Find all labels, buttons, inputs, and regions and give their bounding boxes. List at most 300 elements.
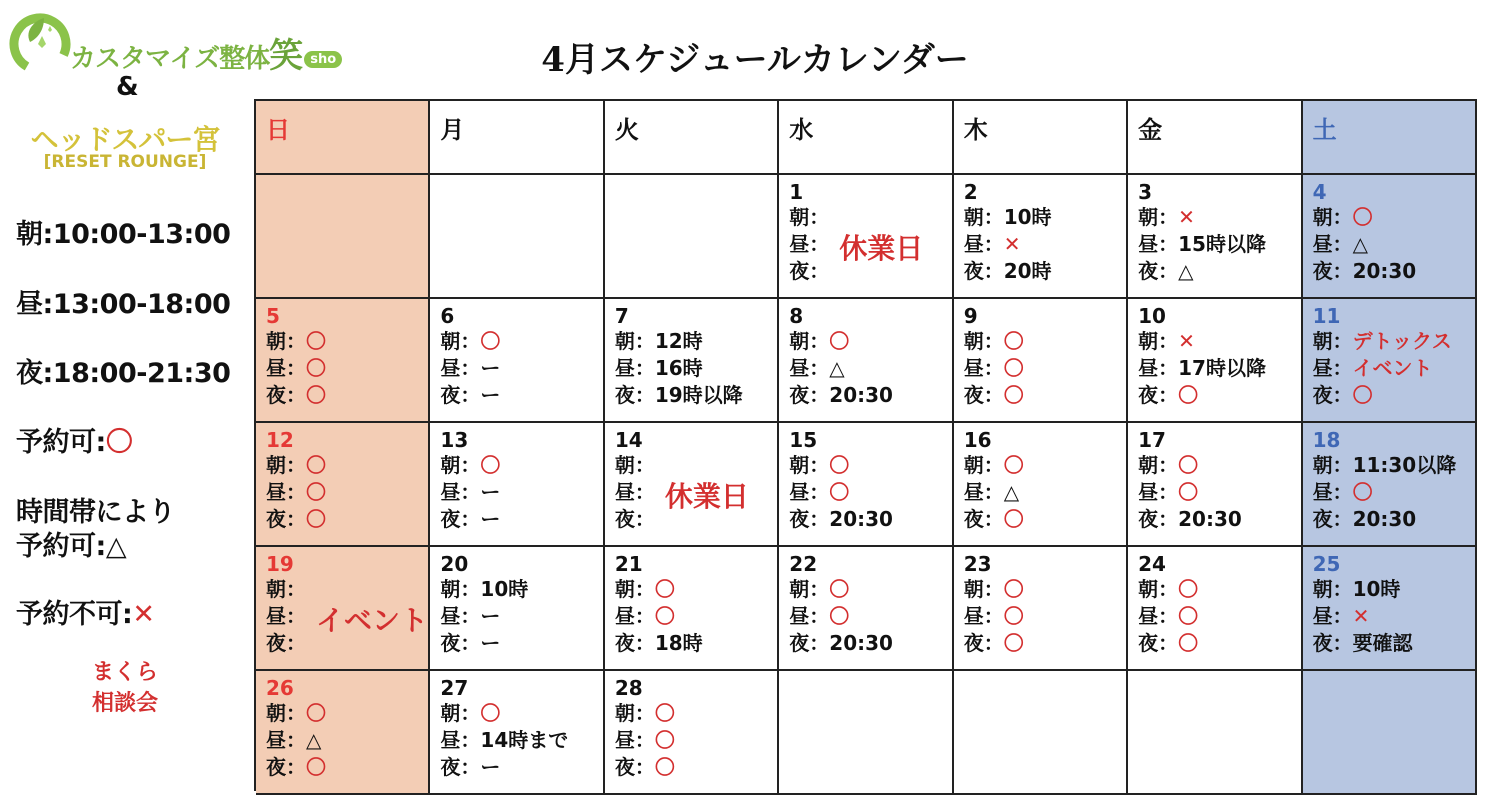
- day-number: 3: [1138, 180, 1153, 204]
- slot-label: 朝：: [1138, 577, 1179, 601]
- slot-value: 〇: [1003, 577, 1024, 601]
- slot-label: 朝：: [963, 205, 1004, 229]
- slot-label: 昼：: [1312, 604, 1353, 628]
- evening-slot: [964, 258, 1116, 285]
- slot-label: 夜：: [789, 631, 830, 655]
- slot-label: 朝：: [266, 577, 306, 601]
- weekday-label: 土: [1312, 116, 1337, 144]
- day-cell: [256, 671, 430, 795]
- day-cell: [1128, 175, 1302, 299]
- day-number: 14: [614, 428, 643, 452]
- slot-label: 昼：: [266, 604, 306, 628]
- day-cell: [1303, 423, 1477, 547]
- weekday-label: 金: [1138, 116, 1163, 144]
- day-cell: [256, 423, 430, 547]
- weekday-header: [779, 101, 953, 175]
- evening-slot: [964, 382, 1116, 409]
- afternoon-slot: [964, 231, 1116, 258]
- slot-label: 昼：: [614, 480, 655, 504]
- slot-value: 16時: [654, 356, 703, 380]
- evening-slot: [440, 630, 592, 657]
- slot-value: 〇: [654, 577, 675, 601]
- slot-value: △: [306, 728, 322, 752]
- slot-label: 朝：: [614, 453, 655, 477]
- day-cell: [430, 671, 604, 795]
- evening-slot: [266, 754, 418, 781]
- slot-label: 昼：: [266, 356, 306, 380]
- evening-slot: [789, 506, 941, 533]
- slot-label: 朝：: [440, 577, 481, 601]
- slot-label: 朝：: [1312, 205, 1353, 229]
- slot-label: 朝：: [266, 701, 306, 725]
- legend-partial: 予約可:△: [16, 531, 127, 562]
- slot-value: 〇: [654, 604, 675, 628]
- slot-label: 朝：: [614, 329, 655, 353]
- day-number: 22: [789, 552, 818, 576]
- cross-mark-icon: ✕: [132, 599, 155, 630]
- day-cell: [605, 423, 779, 547]
- evening-slot: [789, 630, 941, 657]
- slot-value: 〇: [654, 728, 675, 752]
- evening-slot: [615, 630, 767, 657]
- morning-slot: [440, 328, 592, 355]
- slot-label: 夜：: [266, 383, 306, 407]
- day-number: 19: [266, 552, 294, 576]
- slot-value: 〇: [1003, 507, 1024, 531]
- afternoon-slot: [266, 355, 418, 382]
- slot-value: 〇: [829, 480, 850, 504]
- legend-afternoon: 昼:13:00-18:00: [16, 289, 231, 320]
- slot-value: 〇: [306, 755, 326, 779]
- day-cell: [605, 547, 779, 671]
- closure-notice: イベント: [316, 604, 429, 637]
- slot-label: 夜：: [963, 383, 1004, 407]
- morning-slot: [440, 452, 592, 479]
- evening-slot: [789, 382, 941, 409]
- evening-slot: [440, 506, 592, 533]
- slot-label: 昼：: [1312, 356, 1353, 380]
- afternoon-slot: [440, 727, 592, 754]
- day-cell: [1303, 547, 1477, 671]
- slot-label: 夜：: [440, 383, 481, 407]
- evening-slot: [964, 630, 1116, 657]
- slot-label: 夜：: [266, 631, 306, 655]
- slot-value: 〇: [480, 329, 501, 353]
- day-number: 9: [963, 304, 978, 328]
- empty-cell: [605, 175, 779, 299]
- slot-label: 夜：: [614, 631, 655, 655]
- slot-label: 昼：: [440, 728, 481, 752]
- morning-slot: [1138, 452, 1290, 479]
- slot-value: 〇: [1178, 480, 1199, 504]
- closure-notice: 休業日: [664, 480, 749, 513]
- evening-slot: [1138, 630, 1290, 657]
- slot-value: 〇: [1178, 383, 1199, 407]
- day-number: 16: [963, 428, 992, 452]
- day-number: 26: [266, 676, 294, 700]
- slot-label: 朝：: [1138, 329, 1179, 353]
- slot-value: 12時: [654, 329, 703, 353]
- slot-value: ✕: [1003, 232, 1021, 256]
- weekday-label: 日: [266, 116, 290, 144]
- slot-value: 〇: [654, 701, 675, 725]
- slot-label: 朝：: [614, 701, 655, 725]
- day-cell: [605, 299, 779, 423]
- slot-value: 〇: [306, 480, 326, 504]
- weekday-header: [954, 101, 1128, 175]
- slot-label: 昼：: [1312, 232, 1353, 256]
- slot-value: 20:30: [1352, 259, 1417, 283]
- day-number: 23: [963, 552, 992, 576]
- slot-value: 20:30: [829, 507, 893, 531]
- slot-label: 昼：: [963, 480, 1004, 504]
- slot-label: 夜：: [1312, 383, 1353, 407]
- day-cell: [954, 299, 1128, 423]
- day-number: 20: [440, 552, 469, 576]
- slot-label: 朝：: [789, 205, 830, 229]
- day-number: 8: [789, 304, 804, 328]
- weekday-label: 水: [789, 116, 814, 144]
- slot-label: 夜：: [440, 507, 481, 531]
- empty-cell: [1303, 671, 1477, 795]
- slot-label: 朝：: [963, 453, 1004, 477]
- afternoon-slot: [1138, 603, 1290, 630]
- slot-value: ー: [480, 383, 501, 407]
- slot-value: 18時: [654, 631, 703, 655]
- slot-label: 昼：: [440, 604, 481, 628]
- afternoon-slot: [1138, 479, 1290, 506]
- brand-name: カスタマイズ整体笑 sho: [70, 28, 342, 77]
- slot-label: 昼：: [1138, 480, 1179, 504]
- slot-label: 夜：: [1138, 259, 1179, 283]
- evening-slot: [1138, 258, 1290, 285]
- leaf-logo-icon: [8, 8, 74, 74]
- closure-notice: 休業日: [839, 232, 924, 265]
- slot-value: 〇: [1178, 453, 1199, 477]
- slot-value: 20時: [1003, 259, 1052, 283]
- slot-label: 朝：: [789, 329, 830, 353]
- slot-value: イベント: [1352, 356, 1433, 380]
- afternoon-slot: [615, 355, 767, 382]
- slot-value: 14時まで: [480, 728, 569, 752]
- slot-value: 〇: [829, 604, 850, 628]
- slot-value: ー: [480, 604, 501, 628]
- afternoon-slot: [789, 603, 941, 630]
- evening-slot: [1313, 382, 1465, 409]
- slot-label: 夜：: [266, 507, 306, 531]
- slot-label: 昼：: [789, 480, 830, 504]
- day-cell: [779, 299, 953, 423]
- slot-value: 〇: [829, 329, 850, 353]
- afternoon-slot: [440, 355, 592, 382]
- slot-label: 朝：: [1138, 205, 1179, 229]
- afternoon-slot: [789, 479, 941, 506]
- slot-value: 〇: [1352, 383, 1373, 407]
- day-number: 15: [789, 428, 818, 452]
- slot-value: △: [829, 356, 845, 380]
- day-cell: [1303, 175, 1477, 299]
- morning-slot: [964, 452, 1116, 479]
- slot-label: 昼：: [614, 604, 655, 628]
- slot-value: ー: [480, 507, 501, 531]
- day-cell: [430, 299, 604, 423]
- day-cell: [1128, 547, 1302, 671]
- day-cell: [1128, 299, 1302, 423]
- day-number: 17: [1138, 428, 1166, 452]
- slot-value: 〇: [306, 356, 326, 380]
- slot-value: 〇: [1003, 604, 1024, 628]
- slot-value: ✕: [1178, 205, 1195, 229]
- slot-value: 要確認: [1352, 631, 1413, 655]
- day-number: 21: [614, 552, 643, 576]
- slot-value: 〇: [654, 755, 675, 779]
- morning-slot: [964, 328, 1116, 355]
- slot-label: 夜：: [789, 383, 830, 407]
- morning-slot: [1313, 452, 1465, 479]
- morning-slot: [1138, 204, 1290, 231]
- morning-slot: [1138, 328, 1290, 355]
- slot-value: 〇: [306, 701, 326, 725]
- slot-value: 〇: [306, 329, 326, 353]
- day-cell: [954, 547, 1128, 671]
- slot-value: 11:30以降: [1352, 453, 1457, 477]
- slot-label: 朝：: [963, 577, 1004, 601]
- empty-cell: [779, 671, 953, 795]
- evening-slot: [440, 754, 592, 781]
- slot-label: 朝：: [614, 577, 655, 601]
- slot-label: 夜：: [614, 507, 655, 531]
- slot-label: 夜：: [1138, 631, 1179, 655]
- empty-cell: [954, 671, 1128, 795]
- slot-label: 昼：: [1138, 604, 1179, 628]
- slot-value: 20:30: [1352, 507, 1417, 531]
- morning-slot: [789, 576, 941, 603]
- morning-slot: [615, 700, 767, 727]
- slot-label: 夜：: [1312, 259, 1353, 283]
- afternoon-slot: [1313, 355, 1465, 382]
- empty-cell: [1128, 671, 1302, 795]
- slot-label: 夜：: [789, 507, 830, 531]
- day-cell: [954, 423, 1128, 547]
- slot-label: 昼：: [963, 604, 1004, 628]
- day-number: 7: [614, 304, 629, 328]
- slot-label: 朝：: [963, 329, 1004, 353]
- slot-value: ー: [480, 480, 501, 504]
- afternoon-slot: [1313, 479, 1465, 506]
- slot-value: 〇: [1352, 480, 1373, 504]
- day-number: 5: [266, 304, 280, 328]
- logo: [8, 8, 337, 76]
- evening-slot: [615, 754, 767, 781]
- slot-label: 夜：: [440, 631, 481, 655]
- sho-badge: sho: [304, 51, 342, 68]
- slot-label: 昼：: [266, 728, 306, 752]
- weekday-header: [1128, 101, 1302, 175]
- slot-label: 昼：: [789, 232, 830, 256]
- day-cell: [779, 423, 953, 547]
- morning-slot: [1138, 576, 1290, 603]
- day-number: 6: [440, 304, 455, 328]
- ampersand: &: [116, 72, 139, 102]
- slot-value: 〇: [1003, 356, 1024, 380]
- slot-label: 昼：: [614, 356, 655, 380]
- evening-slot: [615, 382, 767, 409]
- afternoon-slot: [440, 479, 592, 506]
- slot-value: ✕: [1178, 329, 1195, 353]
- slot-label: 昼：: [963, 356, 1004, 380]
- day-cell: [605, 671, 779, 795]
- afternoon-slot: [440, 603, 592, 630]
- slot-label: 昼：: [1312, 480, 1353, 504]
- afternoon-slot: [266, 479, 418, 506]
- slot-label: 昼：: [440, 480, 481, 504]
- day-number: 10: [1138, 304, 1166, 328]
- slot-label: 朝：: [440, 701, 481, 725]
- slot-value: 20:30: [1178, 507, 1242, 531]
- morning-slot: [964, 576, 1116, 603]
- slot-label: 昼：: [440, 356, 481, 380]
- morning-slot: [789, 328, 941, 355]
- afternoon-slot: [1313, 603, 1465, 630]
- slot-label: 夜：: [1312, 507, 1353, 531]
- slot-label: 夜：: [1138, 383, 1179, 407]
- slot-value: 〇: [306, 453, 326, 477]
- evening-slot: [1313, 506, 1465, 533]
- morning-slot: [440, 576, 592, 603]
- evening-slot: [1313, 630, 1465, 657]
- slot-value: 〇: [306, 383, 326, 407]
- slot-value: 〇: [1178, 604, 1199, 628]
- slot-value: 〇: [829, 453, 850, 477]
- day-number: 4: [1312, 180, 1327, 204]
- morning-slot: [615, 576, 767, 603]
- slot-value: 〇: [1178, 631, 1199, 655]
- evening-slot: [266, 382, 418, 409]
- calendar-grid: [254, 99, 1477, 791]
- slot-label: 夜：: [963, 631, 1004, 655]
- slot-label: 朝：: [789, 577, 830, 601]
- day-cell: [779, 175, 953, 299]
- morning-slot: [964, 204, 1116, 231]
- slot-value: 〇: [1178, 577, 1199, 601]
- afternoon-slot: [964, 603, 1116, 630]
- slot-value: 〇: [480, 453, 501, 477]
- afternoon-slot: [1138, 355, 1290, 382]
- slot-value: 〇: [480, 701, 501, 725]
- spa-subtitle: [RESET ROUNGE]: [43, 152, 207, 172]
- slot-label: 朝：: [789, 453, 830, 477]
- day-number: 11: [1312, 304, 1341, 328]
- morning-slot: [440, 700, 592, 727]
- circle-mark-icon: 〇: [105, 427, 133, 458]
- slot-value: 19時以降: [654, 383, 743, 407]
- morning-slot: [615, 328, 767, 355]
- slot-label: 夜：: [614, 755, 655, 779]
- day-number: 13: [440, 428, 469, 452]
- evening-slot: [964, 506, 1116, 533]
- slot-value: デトックス: [1352, 329, 1452, 353]
- day-cell: [430, 423, 604, 547]
- day-cell: [1128, 423, 1302, 547]
- morning-slot: [266, 700, 418, 727]
- slot-label: 夜：: [1138, 507, 1179, 531]
- afternoon-slot: [789, 355, 941, 382]
- slot-value: 〇: [1003, 631, 1024, 655]
- day-number: 28: [614, 676, 643, 700]
- evening-slot: [1138, 382, 1290, 409]
- morning-slot: [266, 452, 418, 479]
- weekday-label: 月: [440, 116, 465, 144]
- morning-slot: [266, 328, 418, 355]
- triangle-mark-icon: △: [105, 531, 127, 562]
- legend-evening: 夜:18:00-21:30: [16, 358, 231, 389]
- day-number: 2: [963, 180, 978, 204]
- day-cell: [954, 175, 1128, 299]
- evening-slot: [266, 506, 418, 533]
- slot-label: 朝：: [1312, 577, 1353, 601]
- slot-value: 〇: [1003, 329, 1024, 353]
- pillow-event-line2: 相談会: [91, 691, 158, 716]
- slot-label: 朝：: [1312, 329, 1353, 353]
- day-number: 24: [1138, 552, 1166, 576]
- slot-value: ー: [480, 755, 501, 779]
- slot-value: 〇: [1352, 205, 1373, 229]
- legend-depends: 時間帯により: [16, 497, 175, 528]
- morning-slot: [1313, 204, 1465, 231]
- slot-value: △: [1003, 480, 1020, 504]
- day-cell: [1303, 299, 1477, 423]
- weekday-label: 火: [614, 116, 639, 144]
- slot-value: △: [1178, 259, 1194, 283]
- slot-value: 〇: [306, 507, 326, 531]
- afternoon-slot: [964, 355, 1116, 382]
- slot-label: 昼：: [614, 728, 655, 752]
- afternoon-slot: [964, 479, 1116, 506]
- slot-label: 夜：: [1312, 631, 1353, 655]
- page-title: 4月スケジュールカレンダー: [541, 40, 969, 80]
- slot-label: 昼：: [789, 604, 830, 628]
- slot-label: 夜：: [963, 259, 1004, 283]
- evening-slot: [1313, 258, 1465, 285]
- slot-value: 20:30: [829, 631, 893, 655]
- day-number: 12: [266, 428, 294, 452]
- slot-value: 10時: [480, 577, 529, 601]
- evening-slot: [440, 382, 592, 409]
- slot-value: 17時以降: [1178, 356, 1266, 380]
- pillow-event-line1: まくら: [91, 660, 158, 685]
- day-number: 27: [440, 676, 469, 700]
- slot-value: 20:30: [829, 383, 893, 407]
- slot-value: 〇: [1003, 383, 1024, 407]
- slot-value: ✕: [1352, 604, 1370, 628]
- slot-label: 昼：: [789, 356, 830, 380]
- slot-value: 〇: [829, 577, 850, 601]
- weekday-header: [605, 101, 779, 175]
- spa-title: ヘッドスパー宮: [30, 123, 220, 156]
- slot-label: 朝：: [266, 453, 306, 477]
- day-number: 18: [1312, 428, 1341, 452]
- legend-morning: 朝:10:00-13:00: [16, 219, 231, 250]
- slot-value: 15時以降: [1178, 232, 1266, 256]
- slot-value: 10時: [1352, 577, 1401, 601]
- morning-slot: [1313, 576, 1465, 603]
- empty-cell: [430, 175, 604, 299]
- afternoon-slot: [615, 727, 767, 754]
- slot-label: 朝：: [1138, 453, 1179, 477]
- slot-label: 夜：: [440, 755, 481, 779]
- day-number: 25: [1312, 552, 1341, 576]
- slot-label: 朝：: [1312, 453, 1353, 477]
